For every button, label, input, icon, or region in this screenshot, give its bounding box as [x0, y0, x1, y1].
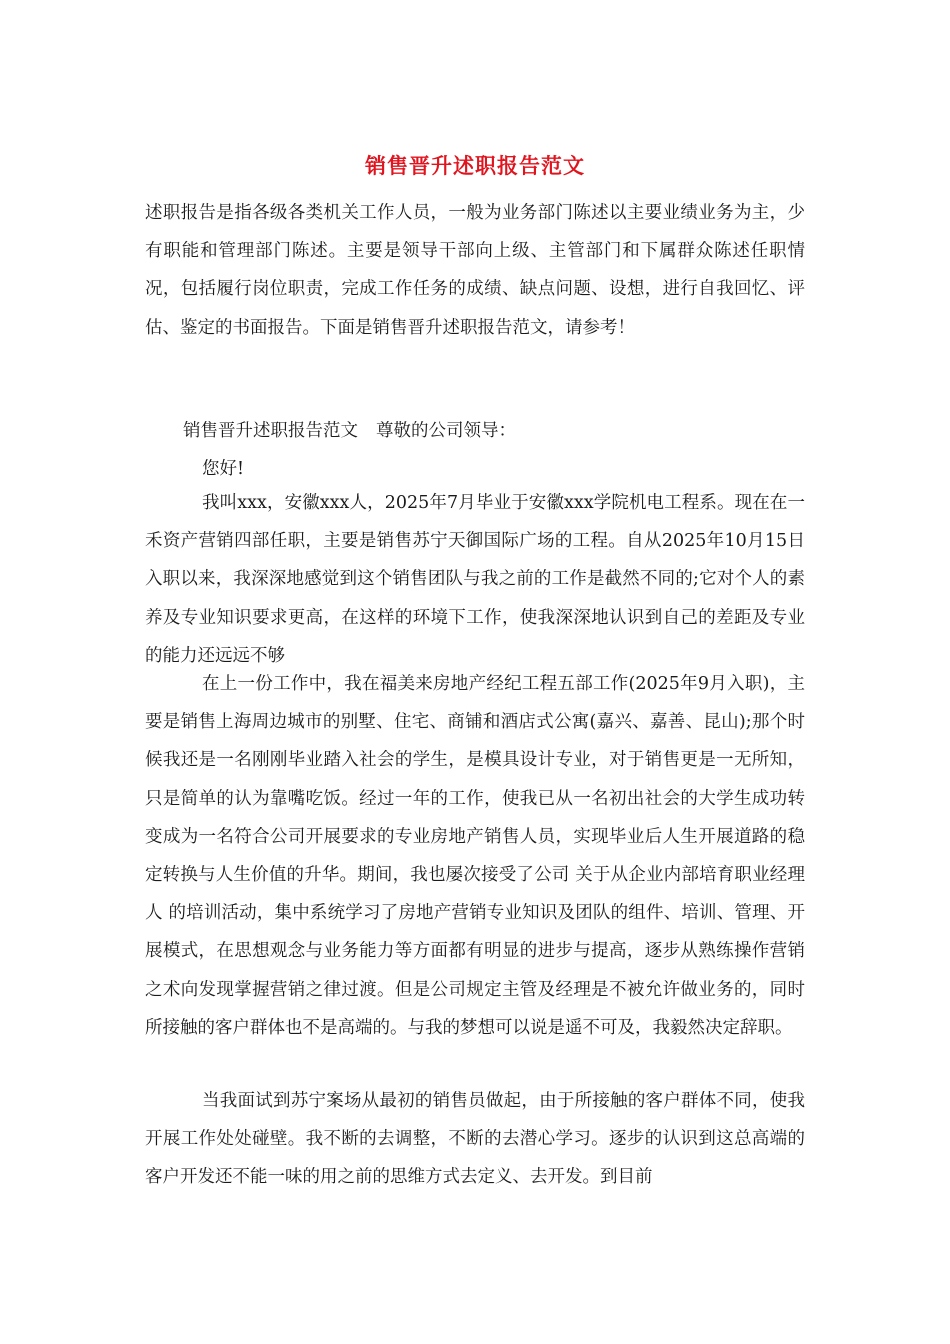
intro-paragraph: 述职报告是指各级各类机关工作人员，一般为业务部门陈述以主要业绩业务为主，少有职能和管理部门陈述。主要是领导干部向上级、主管部门和下属群众陈述任职情况，包括履行岗位职责，完成工作任务的成绩、缺点问题、设想，进行自我回忆、评估、鉴定的书面报告。下面是销售晋升述职报告范文，请参考！	[145, 203, 805, 338]
salutation: 尊敬的公司领导：	[376, 421, 516, 441]
body-paragraph: 在上一份工作中，我在福美来房地产经纪工程五部工作(2025年9月入职)，主要是销售上海周边城市的别墅、住宅、商铺和酒店式公寓(嘉兴、嘉善、昆山);那个时候我还是一名刚刚毕业踏入社会的学生，是模具设计专业，对于销售更是一无所知，只是简单的认为靠嘴吃饭。经过一年的工作，使我已从一名初出社会的大学生成功转变成为一名符合公司开展要求的专业房地产销售人员，实现毕业后人生开展道路的稳定转换与人生价值的升华。期间，我也屡次接受了公司 关于从企业内部培育职业经理人 的培训活动，集中系统学习了房地产营销专业知识及团队的组件、培训、管理、开展模式，在思想观念与业务能力等方面都有明显的进步与提高，逐步从熟练操作营销之术向发现掌握营销之律过渡。但是公司规定主管及经理是不被允许做业务的，同时所接触的客户群体也不是高端的。与我的梦想可以说是遥不可及，我毅然决定辞职。	[145, 674, 805, 1038]
body-paragraph: 我叫xxx，安徽xxx人，2025年7月毕业于安徽xxx学院机电工程系。现在在一禾资产营销四部任职，主要是销售苏宁天御国际广场的工程。自从2025年10月15日入职以来，我深深地感觉到这个销售团队与我之前的工作是截然不同的;它对个人的素养及专业知识要求更高，在这样的环境下工作，使我深深地认识到自己的差距及专业的能力还远远不够	[145, 493, 805, 666]
letter-heading-line	[183, 412, 843, 450]
greeting: 您好!	[202, 459, 245, 479]
body-paragraph: 当我面试到苏宁案场从最初的销售员做起，由于所接触的客户群体不同，使我开展工作处处碰壁。我不断的去调整，不断的去潜心学习。逐步的认识到这总高端的客户开发还不能一味的用之前的思维方式去定义、去开发。到目前	[145, 1091, 805, 1188]
letter-heading: 销售晋升述职报告范文	[183, 421, 358, 441]
document-title: 销售晋升述职报告范文	[365, 153, 585, 178]
